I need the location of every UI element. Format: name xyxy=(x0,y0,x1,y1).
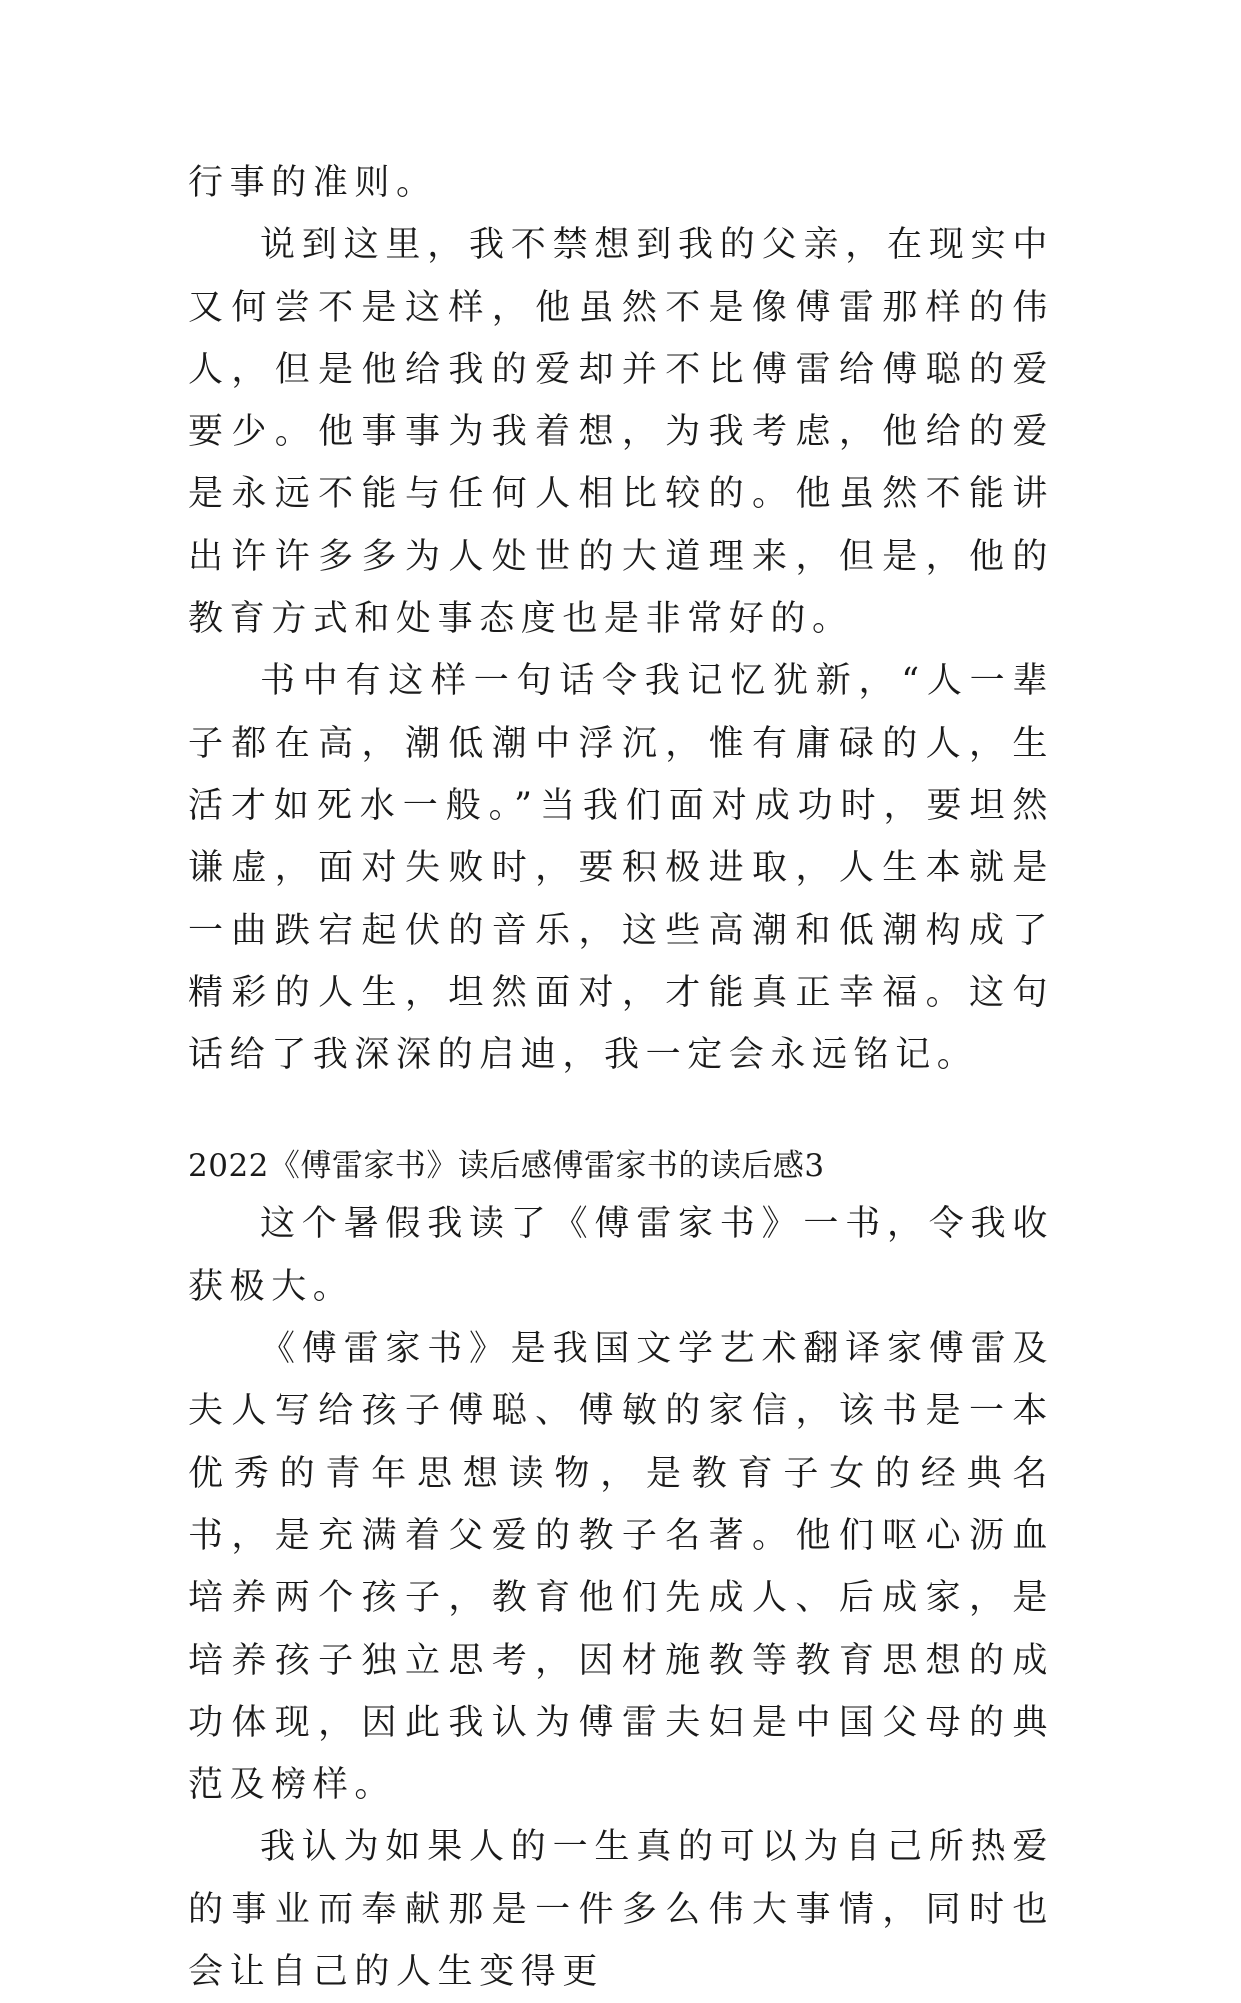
paragraph-father: 说到这里，我不禁想到我的父亲，在现实中又何尝不是这样，他虽然不是像傅雷那样的伟人，但是他给我的爱却并不比傅雷给傅聪的爱要少。他事事为我着想，为我考虑，他给的爱是永远不能与任何人相比较的。他虽然不能讲出许许多多为人处世的大道理来，但是，他的教育方式和处事态度也是非常好的。 xyxy=(188,225,1054,640)
paragraph-dedication: 我认为如果人的一生真的可以为自己所热爱的事业而奉献那是一件多么伟大事情，同时也会让自己的人生变得更 xyxy=(188,1827,1054,1993)
paragraph-continuation: 行事的准则。 xyxy=(188,163,438,203)
section-heading: 2022《傅雷家书》读后感傅雷家书的读后感3 xyxy=(188,1148,825,1185)
document-body xyxy=(188,152,1054,2003)
paragraph-summer-reading: 这个暑假我读了《傅雷家书》一书，令我收获极大。 xyxy=(188,1204,1054,1307)
paragraph-book-intro: 《傅雷家书》是我国文学艺术翻译家傅雷及夫人写给孩子傅聪、傅敏的家信，该书是一本优秀的青年思想读物，是教育子女的经典名书，是充满着父爱的教子名著。他们呕心沥血培养两个孩子，教育他们先成人、后成家，是培养孩子独立思考，因材施教等教育思想的成功体现，因此我认为傅雷夫妇是中国父母的典范及榜样。 xyxy=(188,1329,1054,1806)
paragraph-quote: 书中有这样一句话令我记忆犹新，“人一辈子都在高，潮低潮中浮沉，惟有庸碌的人，生活才如死水一般。”当我们面对成功时，要坦然谦虚，面对失败时，要积极进取，人生本就是一曲跌宕起伏的音乐，这些高潮和低潮构成了精彩的人生，坦然面对，才能真正幸福。这句话给了我深深的启迪，我一定会永远铭记。 xyxy=(188,661,1054,1076)
